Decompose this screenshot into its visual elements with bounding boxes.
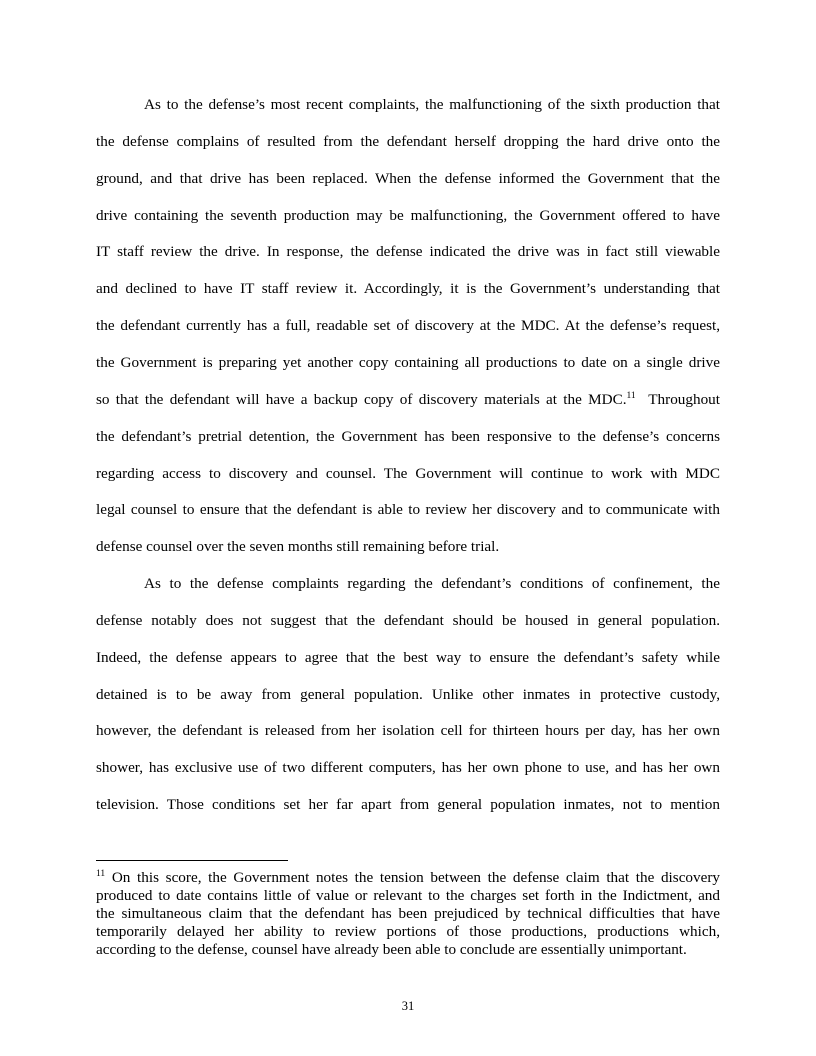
body-line: ground, and that drive has been replaced. When the defense informed the Government that the (96, 170, 720, 187)
body-line: defense counsel over the seven months still remaining before trial. (96, 538, 500, 555)
footnote-line: temporarily delayed her ability to review portions of those productions, productions which, (96, 923, 720, 940)
body-line: the defense complains of resulted from the defendant herself dropping the hard drive onto the (96, 133, 720, 150)
body-line: the defendant’s pretrial detention, the Government has been responsive to the defense’s concerns (96, 428, 720, 445)
body-line: As to the defense complaints regarding the defendant’s conditions of confinement, the (144, 575, 720, 592)
body-line: shower, has exclusive use of two different computers, has her own phone to use, and has her own (96, 759, 720, 776)
footnote-line: produced to date contains little of value or relevant to the charges set forth in the Indictment, and (96, 887, 720, 904)
footnote-text: On this score, the Government notes the tension between the defense claim that the discovery (111, 869, 721, 886)
body-line: regarding access to discovery and counsel. The Government will continue to work with MDC (96, 465, 720, 482)
footnote-line: according to the defense, counsel have already been able to conclude are essentially unimportant. (96, 941, 687, 958)
body-line-text: so that the defendant will have a backup copy of discovery materials at the MDC. (96, 391, 627, 408)
footnote-number: 11 (96, 869, 106, 879)
body-line: however, the defendant is released from her isolation cell for thirteen hours per day, has her own (96, 722, 720, 739)
body-line: IT staff review the drive. In response, the defense indicated the drive was in fact still viewable (96, 243, 720, 260)
body-line-text: Throughout (648, 391, 720, 408)
footnote-line: the simultaneous claim that the defendant has been prejudiced by technical difficulties that have (96, 905, 720, 922)
body-line: detained is to be away from general population. Unlike other inmates in protective custody, (96, 686, 720, 703)
body-line-with-footnote-ref (96, 390, 720, 410)
body-line: defense notably does not suggest that the defendant should be housed in general population. (96, 612, 720, 629)
body-line: Indeed, the defense appears to agree that the best way to ensure the defendant’s safety while (96, 649, 720, 666)
body-line: television. Those conditions set her far apart from general population inmates, not to mention (96, 796, 720, 813)
body-line: and declined to have IT staff review it. Accordingly, it is the Government’s understanding that (96, 280, 720, 297)
page-number: 31 (401, 999, 415, 1013)
body-line: drive containing the seventh production may be malfunctioning, the Government offered to have (96, 207, 720, 224)
footnote-line (96, 869, 720, 887)
footnote-reference[interactable]: 11 (626, 391, 636, 401)
body-line: the defendant currently has a full, readable set of discovery at the MDC. At the defense’s request, (96, 317, 720, 334)
body-line: legal counsel to ensure that the defendant is able to review her discovery and to communicate with (96, 501, 720, 518)
body-line: the Government is preparing yet another copy containing all productions to date on a single drive (96, 354, 720, 371)
footnote-separator (96, 860, 288, 861)
body-line: As to the defense’s most recent complaints, the malfunctioning of the sixth production that (144, 96, 720, 113)
